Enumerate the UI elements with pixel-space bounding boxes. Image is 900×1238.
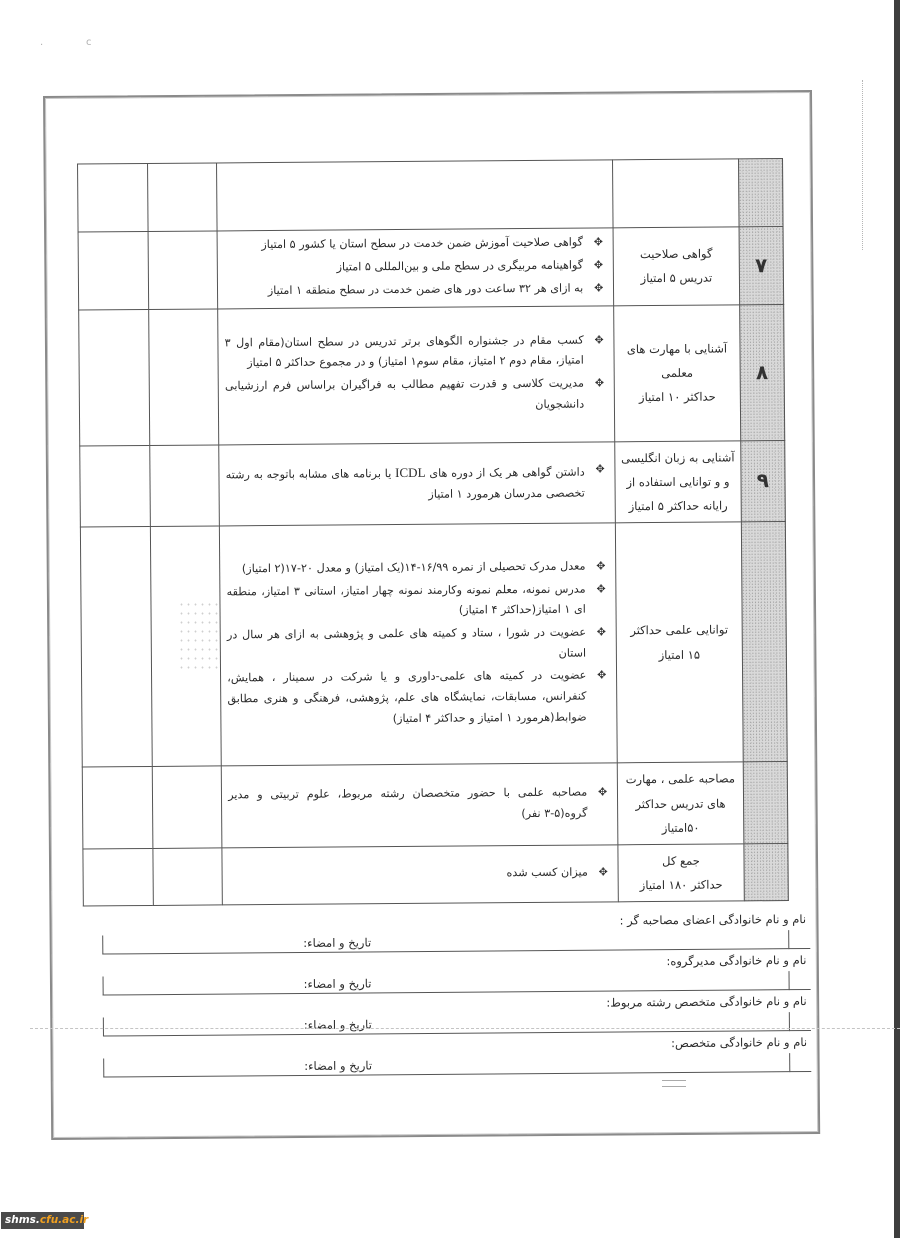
diamond-bullet-icon: ✥	[594, 333, 604, 347]
criterion-title-cell	[615, 441, 741, 523]
criterion-title-cell	[617, 762, 743, 845]
criteria-row	[79, 304, 785, 446]
icdl-token: ICDL	[395, 464, 426, 480]
criterion-item-text	[226, 459, 585, 507]
score-cell-a[interactable]	[148, 309, 219, 446]
criterion-item	[224, 232, 603, 256]
criterion-item-text: به ازای هر ۳۲ ساعت دور های ضمن خدمت در سطح منطقه ۱ امتیاز	[267, 281, 584, 297]
diamond-bullet-icon: ✥	[597, 668, 607, 682]
criterion-item-text: گواهینامه مربیگری در سطح ملی و بین‌المللی ۵ امتیاز	[336, 258, 584, 274]
criterion-item-text: کسب مقام در جشنواره الگوهای برتر تدریس در سطح استان(مقام اول ۳ امتیاز، مقام دوم ۲ امتیاز، مقام سوم۱ امتیاز) و در مجموع حداکثر ۵ امتیاز	[224, 333, 584, 370]
criterion-item	[228, 782, 607, 826]
criteria-row	[78, 227, 784, 310]
signatory-name-label[interactable]: نام و نام خانوادگی مدیرگروه:	[666, 953, 807, 969]
criterion-title-line: رایانه حداکثر ۵ امتیاز	[628, 498, 728, 514]
criterion-title-line: ۵۰امتیاز	[661, 820, 700, 835]
diamond-bullet-icon: ✥	[593, 281, 604, 295]
signature-blank[interactable]	[789, 971, 810, 990]
date-and-signature-label[interactable]: تاریخ و امضاء:	[104, 1053, 790, 1077]
score-cell-b[interactable]	[78, 163, 148, 232]
footer-mark	[662, 1080, 686, 1087]
criterion-description-cell	[219, 442, 616, 527]
criterion-title-cell	[618, 844, 744, 902]
diamond-bullet-icon: ✥	[596, 581, 606, 595]
criterion-description-cell	[218, 306, 615, 445]
score-cell-b[interactable]	[83, 849, 153, 907]
criterion-item	[229, 862, 608, 886]
scan-noise	[178, 600, 218, 670]
criteria-row	[78, 159, 784, 233]
signature-table	[102, 908, 811, 1078]
criterion-title-line: های تدریس حداکثر	[635, 795, 726, 811]
site-watermark	[1, 1212, 89, 1229]
criterion-item	[225, 330, 604, 374]
score-cell-b[interactable]	[82, 767, 152, 850]
score-cell-b[interactable]	[78, 231, 148, 309]
criterion-description-cell	[217, 228, 614, 309]
diamond-bullet-icon: ✥	[598, 865, 608, 879]
criteria-row	[80, 440, 786, 527]
criteria-table	[77, 158, 789, 907]
criterion-item	[227, 666, 607, 731]
criterion-item	[224, 278, 603, 302]
row-number-cell	[739, 227, 784, 305]
criterion-title-line: جمع کل	[662, 853, 700, 869]
date-and-signature-label[interactable]: تاریخ و امضاء:	[103, 1012, 789, 1036]
diamond-bullet-icon: ✥	[593, 258, 604, 272]
scan-speck: ·	[40, 40, 44, 51]
criterion-item-text: مصاحبه علمی با حضور متخصصان رشته مربوط، علوم تربیتی و مدیر گروه(۵-۳ نفر)	[228, 785, 588, 820]
criterion-description-cell	[220, 523, 618, 766]
criterion-item-text: عضویت در کمیته های علمی-داوری و یا شرکت در سمینار ، همایش، کنفرانس، مسابقات، نمایشگاه های علم، پژوهشی، فرهنگی و هنری مطابق ضوابط(هرمورد ۱ امتیاز و حداکثر ۴ امتیاز)	[227, 668, 587, 725]
scan-dotted-line	[862, 80, 863, 250]
score-cell-a[interactable]	[153, 848, 223, 906]
watermark-domain: cfu.ac.ir	[39, 1214, 89, 1226]
criterion-title-line: آشنایی به زبان انگلیسی	[620, 450, 735, 465]
diamond-bullet-icon: ✥	[593, 235, 603, 249]
score-cell-b[interactable]	[80, 445, 150, 527]
criterion-item-text: مدرس نمونه، معلم نمونه وکارمند نمونه چهار امتیاز، استانی ۳ امتیاز، منطقه ای ۱ امتیاز(حداکثر ۴ امتیاز)	[226, 582, 586, 617]
date-and-signature-label[interactable]: تاریخ و امضاء:	[103, 930, 789, 954]
row-number-cell	[741, 522, 787, 762]
row-number-cell	[744, 844, 789, 902]
signature-blank[interactable]	[789, 930, 810, 949]
criterion-title-cell	[616, 522, 743, 763]
criterion-title-line: مصاحبه علمی ، مهارت	[625, 771, 736, 787]
diamond-bullet-icon: ✥	[594, 376, 605, 390]
item-text-after: یا برنامه های مشابه باتوجه به رشته تخصصی مدرسان هرمورد ۱ امتیاز	[225, 466, 585, 501]
criterion-title-line: معلمی	[661, 365, 694, 381]
criterion-description-cell	[221, 763, 618, 848]
diamond-bullet-icon: ✥	[597, 785, 608, 799]
criterion-item-text: عضویت در شورا ، ستاد و کمیته های علمی و پژوهشی به ازای هر سال در استان	[226, 625, 587, 660]
criterion-title-cell	[613, 227, 739, 306]
signatory-name-label[interactable]: نام و نام خانوادگی اعضای مصاحبه گر :	[619, 912, 807, 928]
watermark-prefix: shms.	[5, 1214, 40, 1226]
scan-speck: c	[86, 37, 92, 48]
row-number: ۷	[754, 252, 768, 278]
score-cell-b[interactable]	[80, 527, 152, 768]
date-and-signature-label[interactable]: تاریخ و امضاء:	[103, 971, 789, 995]
criterion-item	[226, 556, 605, 580]
criterion-item-text: مدیریت کلاسی و قدرت تفهیم مطالب به فراگیران براساس فرم ارزشیابی دانشجویان	[224, 376, 585, 411]
row-number: ۸	[755, 359, 769, 384]
criteria-row	[82, 762, 788, 850]
criterion-item	[227, 622, 606, 666]
row-number-cell	[738, 159, 783, 227]
row-number-cell	[740, 440, 785, 522]
criterion-item	[225, 374, 604, 418]
criterion-title-line: حداکثر ۱۰ امتیاز	[638, 389, 716, 405]
criterion-item-text: گواهی صلاحیت آموزش ضمن خدمت در سطح استان یا کشور ۵ امتیاز	[261, 235, 583, 252]
criterion-description-cell	[217, 160, 614, 231]
score-cell-a[interactable]	[152, 766, 222, 849]
criteria-row	[83, 844, 788, 907]
row-number: ۹	[756, 468, 770, 493]
criterion-title-line: توانایی علمی حداکثر	[630, 622, 729, 638]
criterion-title-line: ۱۵ امتیاز	[658, 647, 701, 662]
row-number-cell	[743, 762, 788, 844]
diamond-bullet-icon: ✥	[596, 559, 606, 573]
diamond-bullet-icon: ✥	[595, 461, 605, 475]
score-cell-b[interactable]	[79, 309, 150, 446]
criterion-title-line: حداکثر ۱۸۰ امتیاز	[639, 877, 723, 893]
signatory-name-label[interactable]: نام و نام خانوادگی متخصص:	[671, 1035, 808, 1051]
diamond-bullet-icon: ✥	[596, 625, 607, 639]
criterion-description-cell	[222, 845, 618, 905]
criterion-item-text: معدل مدرک تحصیلی از نمره ۱۶/۹۹-۱۴(یک امتیاز) و معدل ۲۰-۱۷(۲ امتیاز)	[241, 559, 586, 575]
criterion-title-cell	[613, 159, 739, 228]
criterion-item-text: میزان کسب شده	[506, 865, 588, 879]
score-cell-a[interactable]	[149, 445, 219, 527]
score-cell-a[interactable]	[148, 231, 218, 309]
signature-blank[interactable]	[790, 1053, 811, 1072]
fold-line	[30, 1028, 900, 1029]
criterion-item	[227, 579, 606, 623]
item-text-before: داشتن گواهی هر یک از دوره های	[429, 465, 585, 480]
score-cell-a[interactable]	[147, 163, 217, 232]
criterion-title-line: گواهی صلاحیت	[639, 246, 713, 262]
scan-edge-bar	[894, 0, 900, 1238]
criterion-title-line: و و توانایی استفاده از	[626, 474, 730, 490]
criterion-title-cell	[614, 305, 740, 442]
criterion-title-line: تدریس ۵ امتیاز	[640, 270, 713, 286]
row-number-cell	[739, 304, 784, 440]
criterion-item	[224, 255, 603, 279]
criterion-item	[226, 459, 605, 507]
criterion-title-line: آشنایی با مهارت های	[626, 341, 728, 357]
signatory-name-label[interactable]: نام و نام خانوادگی متخصص رشته مربوط:	[606, 994, 807, 1010]
